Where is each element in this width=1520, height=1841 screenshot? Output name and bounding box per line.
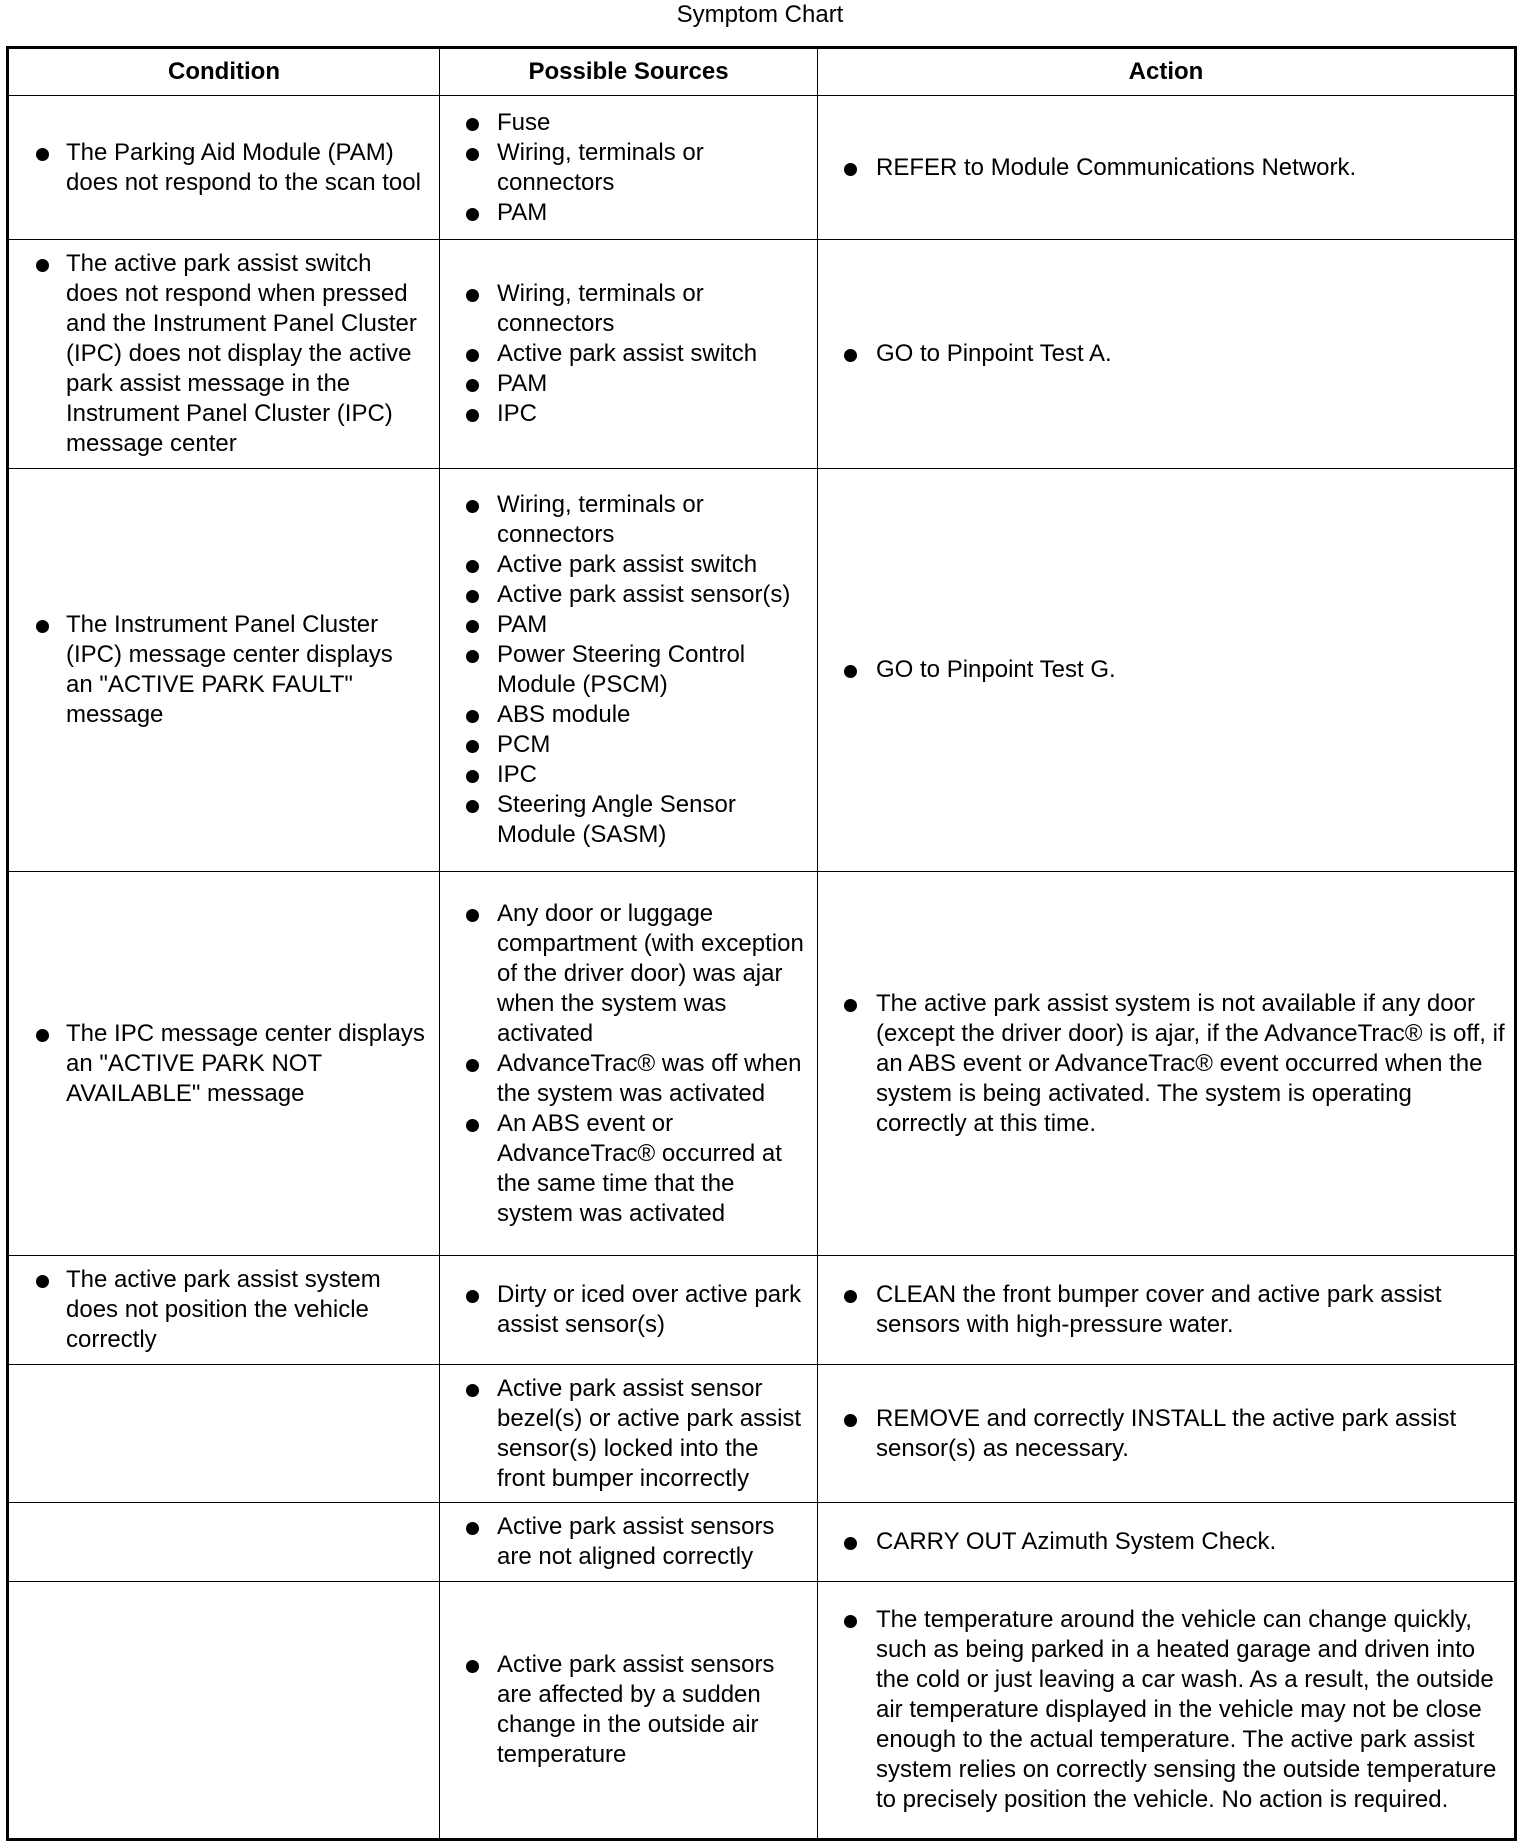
condition-cell — [8, 1256, 440, 1365]
action-item: CLEAN the front bumper cover and active park assist sensors with high-pressure water. — [818, 1280, 1514, 1340]
action-cell — [818, 1503, 1516, 1582]
table-row — [8, 240, 1516, 469]
symptom-chart-table — [6, 46, 1517, 1841]
sources-cell — [440, 469, 818, 872]
action-item: The temperature around the vehicle can change quickly, such as being parked in a heated garage and driven into the cold or just leaving a car wash. As a result, the outside air temperature displayed in the vehicle may not be close enough to the actual temperature. The active park assist system relies on correctly sensing the outside temperature to precisely position the vehicle. No action is required. — [818, 1605, 1514, 1815]
source-item: IPC — [440, 399, 817, 429]
action-item: The active park assist system is not available if any door (except the driver door) is ajar, if the AdvanceTrac® is off, if an ABS event or AdvanceTrac® event occurred when the system is being activated. The system is operating correctly at this time. — [818, 989, 1514, 1139]
source-item: Wiring, terminals or connectors — [440, 279, 817, 339]
table-row — [8, 872, 1516, 1256]
source-item: PAM — [440, 610, 817, 640]
source-item: PAM — [440, 198, 817, 228]
sources-cell — [440, 1582, 818, 1840]
sources-cell — [440, 872, 818, 1256]
source-item: Any door or luggage compartment (with exception of the driver door) was ajar when the system was activated — [440, 899, 817, 1049]
source-item: Wiring, terminals or connectors — [440, 490, 817, 550]
table-row — [8, 1582, 1516, 1840]
condition-cell — [8, 872, 440, 1256]
action-cell — [818, 469, 1516, 872]
condition-cell — [8, 1582, 440, 1840]
source-item: Active park assist switch — [440, 339, 817, 369]
sources-cell — [440, 1256, 818, 1365]
source-item: Active park assist sensor bezel(s) or active park assist sensor(s) locked into the front bumper incorrectly — [440, 1374, 817, 1494]
source-item: Active park assist sensor(s) — [440, 580, 817, 610]
action-item: GO to Pinpoint Test G. — [818, 655, 1514, 685]
source-item: AdvanceTrac® was off when the system was activated — [440, 1049, 817, 1109]
action-cell — [818, 240, 1516, 469]
condition-cell — [8, 240, 440, 469]
table-row — [8, 96, 1516, 240]
source-item: Active park assist sensors are not aligned correctly — [440, 1512, 817, 1572]
action-cell — [818, 1256, 1516, 1365]
condition-item: The Parking Aid Module (PAM) does not respond to the scan tool — [9, 138, 439, 198]
action-item: REMOVE and correctly INSTALL the active park assist sensor(s) as necessary. — [818, 1404, 1514, 1464]
source-item: Active park assist sensors are affected by a sudden change in the outside air temperature — [440, 1650, 817, 1770]
action-cell — [818, 872, 1516, 1256]
chart-title: Symptom Chart — [676, 1, 844, 28]
source-item: Power Steering Control Module (PSCM) — [440, 640, 817, 700]
header-condition: Condition — [8, 48, 440, 96]
source-item: Active park assist switch — [440, 550, 817, 580]
sources-cell — [440, 1365, 818, 1503]
sources-cell — [440, 1503, 818, 1582]
sources-cell — [440, 96, 818, 240]
table-row — [8, 1365, 1516, 1503]
source-item: Dirty or iced over active park assist sensor(s) — [440, 1280, 817, 1340]
action-item: GO to Pinpoint Test A. — [818, 339, 1514, 369]
source-item: Steering Angle Sensor Module (SASM) — [440, 790, 817, 850]
condition-item: The active park assist system does not position the vehicle correctly — [9, 1265, 439, 1355]
source-item: An ABS event or AdvanceTrac® occurred at the same time that the system was activated — [440, 1109, 817, 1229]
action-cell — [818, 1582, 1516, 1840]
header-possible-sources: Possible Sources — [440, 48, 818, 96]
header-action: Action — [818, 48, 1516, 96]
action-cell — [818, 1365, 1516, 1503]
condition-item: The IPC message center displays an "ACTIVE PARK NOT AVAILABLE" message — [9, 1019, 439, 1109]
header-row — [8, 48, 1516, 96]
source-item: ABS module — [440, 700, 817, 730]
condition-cell — [8, 96, 440, 240]
condition-item: The Instrument Panel Cluster (IPC) message center displays an "ACTIVE PARK FAULT" message — [9, 610, 439, 730]
source-item: Fuse — [440, 108, 817, 138]
condition-item: The active park assist switch does not respond when pressed and the Instrument Panel Cluster (IPC) does not display the active park assist message in the Instrument Panel Cluster (IPC) message center — [9, 249, 439, 459]
action-item: CARRY OUT Azimuth System Check. — [818, 1527, 1514, 1557]
action-item: REFER to Module Communications Network. — [818, 153, 1514, 183]
condition-cell — [8, 469, 440, 872]
table-row — [8, 1503, 1516, 1582]
source-item: IPC — [440, 760, 817, 790]
source-item: PCM — [440, 730, 817, 760]
source-item: Wiring, terminals or connectors — [440, 138, 817, 198]
source-item: PAM — [440, 369, 817, 399]
condition-cell — [8, 1365, 440, 1503]
sources-cell — [440, 240, 818, 469]
table-row — [8, 469, 1516, 872]
action-cell — [818, 96, 1516, 240]
condition-cell — [8, 1503, 440, 1582]
table-row — [8, 1256, 1516, 1365]
